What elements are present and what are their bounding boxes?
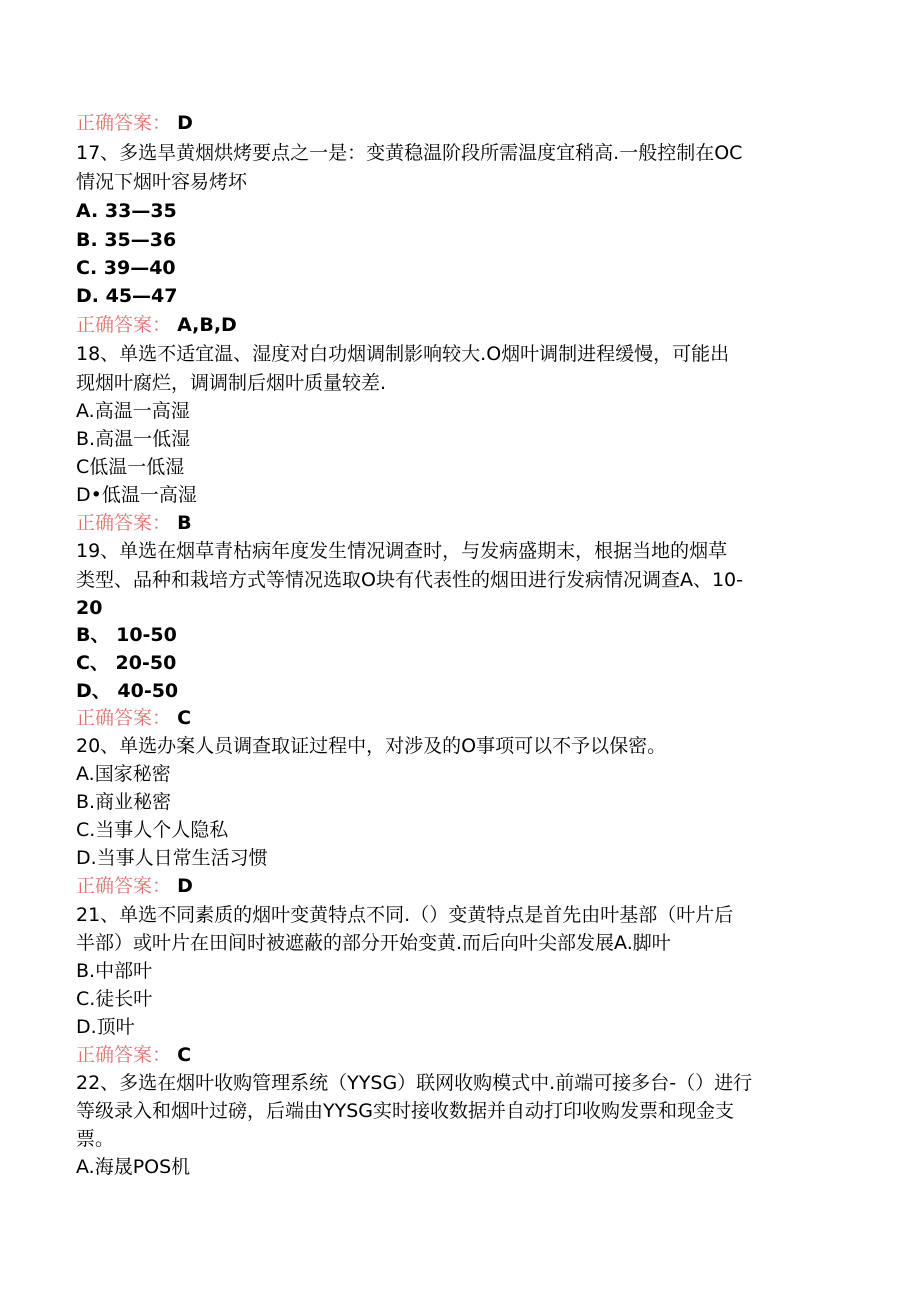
question-17-option-b: B. 35—36 (76, 229, 177, 251)
answer-line-18: 正确答案： B (76, 512, 192, 534)
question-22-text-cont2: 票。 (76, 1128, 115, 1150)
question-21-option-c: C.徒长叶 (76, 988, 153, 1010)
question-20-option-b: B.商业秘密 (76, 791, 172, 813)
question-20-text: 20、单选办案人员调查取证过程中，对涉及的O事项可以不予以保密。 (76, 735, 667, 757)
question-19-text-cont2: 20 (76, 597, 103, 619)
question-21-text-cont: 半部）或叶片在田间时被遮蔽的部分开始变黄.而后向叶尖部发展A.脚叶 (76, 932, 671, 954)
question-18-option-c: C低温一低湿 (76, 456, 185, 478)
question-18-option-d: D•低温一高湿 (76, 484, 197, 506)
question-22-text: 22、多选在烟叶收购管理系统（YYSG）联网收购模式中.前端可接多台-（）进行 (76, 1072, 753, 1094)
answer-line-20: 正确答案： D (76, 875, 193, 897)
question-18-text-cont: 现烟叶腐烂，调调制后烟叶质量较差. (76, 372, 387, 394)
question-19-option-b: B、 10-50 (76, 624, 177, 646)
question-20-option-c: C.当事人个人隐私 (76, 819, 229, 841)
question-17-text-cont: 情况下烟叶容易烤坏 (76, 171, 248, 193)
question-19-text-cont: 类型、品种和栽培方式等情况选取O块有代表性的烟田进行发病情况调查A、10- (76, 569, 743, 591)
answer-line-17: 正确答案： A,B,D (76, 314, 237, 336)
question-21-option-d: D.顶叶 (76, 1016, 135, 1038)
question-21-text: 21、单选不同素质的烟叶变黄特点不同.（）变黄特点是首先由叶基部（叶片后 (76, 904, 734, 926)
question-18-option-b: B.高温一低湿 (76, 428, 191, 450)
question-19-option-d: D、 40-50 (76, 680, 179, 702)
question-17-option-a: A. 33—35 (76, 200, 177, 222)
answer-line-16: 正确答案： D (76, 112, 193, 134)
answer-line-21: 正确答案： C (76, 1044, 192, 1066)
question-19-option-c: C、 20-50 (76, 652, 177, 674)
question-17-option-c: C. 39—40 (76, 257, 176, 279)
question-19-text: 19、单选在烟草青枯病年度发生情况调查时，与发病盛期末，根据当地的烟草 (76, 540, 728, 562)
question-22-option-a: A.海晟POS机 (76, 1156, 191, 1178)
question-17-option-d: D. 45—47 (76, 285, 178, 307)
question-18-option-a: A.高温一高湿 (76, 400, 190, 422)
question-20-option-a: A.国家秘密 (76, 763, 171, 785)
question-17-text: 17、多选旱黄烟烘烤要点之一是：变黄稳温阶段所需温度宜稍高.一般控制在OC (76, 142, 743, 164)
question-22-text-cont: 等级录入和烟叶过磅，后端由YYSG实时接收数据并自动打印收购发票和现金支 (76, 1100, 734, 1122)
answer-line-19: 正确答案： C (76, 707, 192, 729)
question-18-text: 18、单选不适宜温、湿度对白功烟调制影响较大.O烟叶调制进程缓慢，可能出 (76, 343, 730, 365)
question-21-option-b: B.中部叶 (76, 960, 153, 982)
question-20-option-d: D.当事人日常生活习惯 (76, 847, 268, 869)
